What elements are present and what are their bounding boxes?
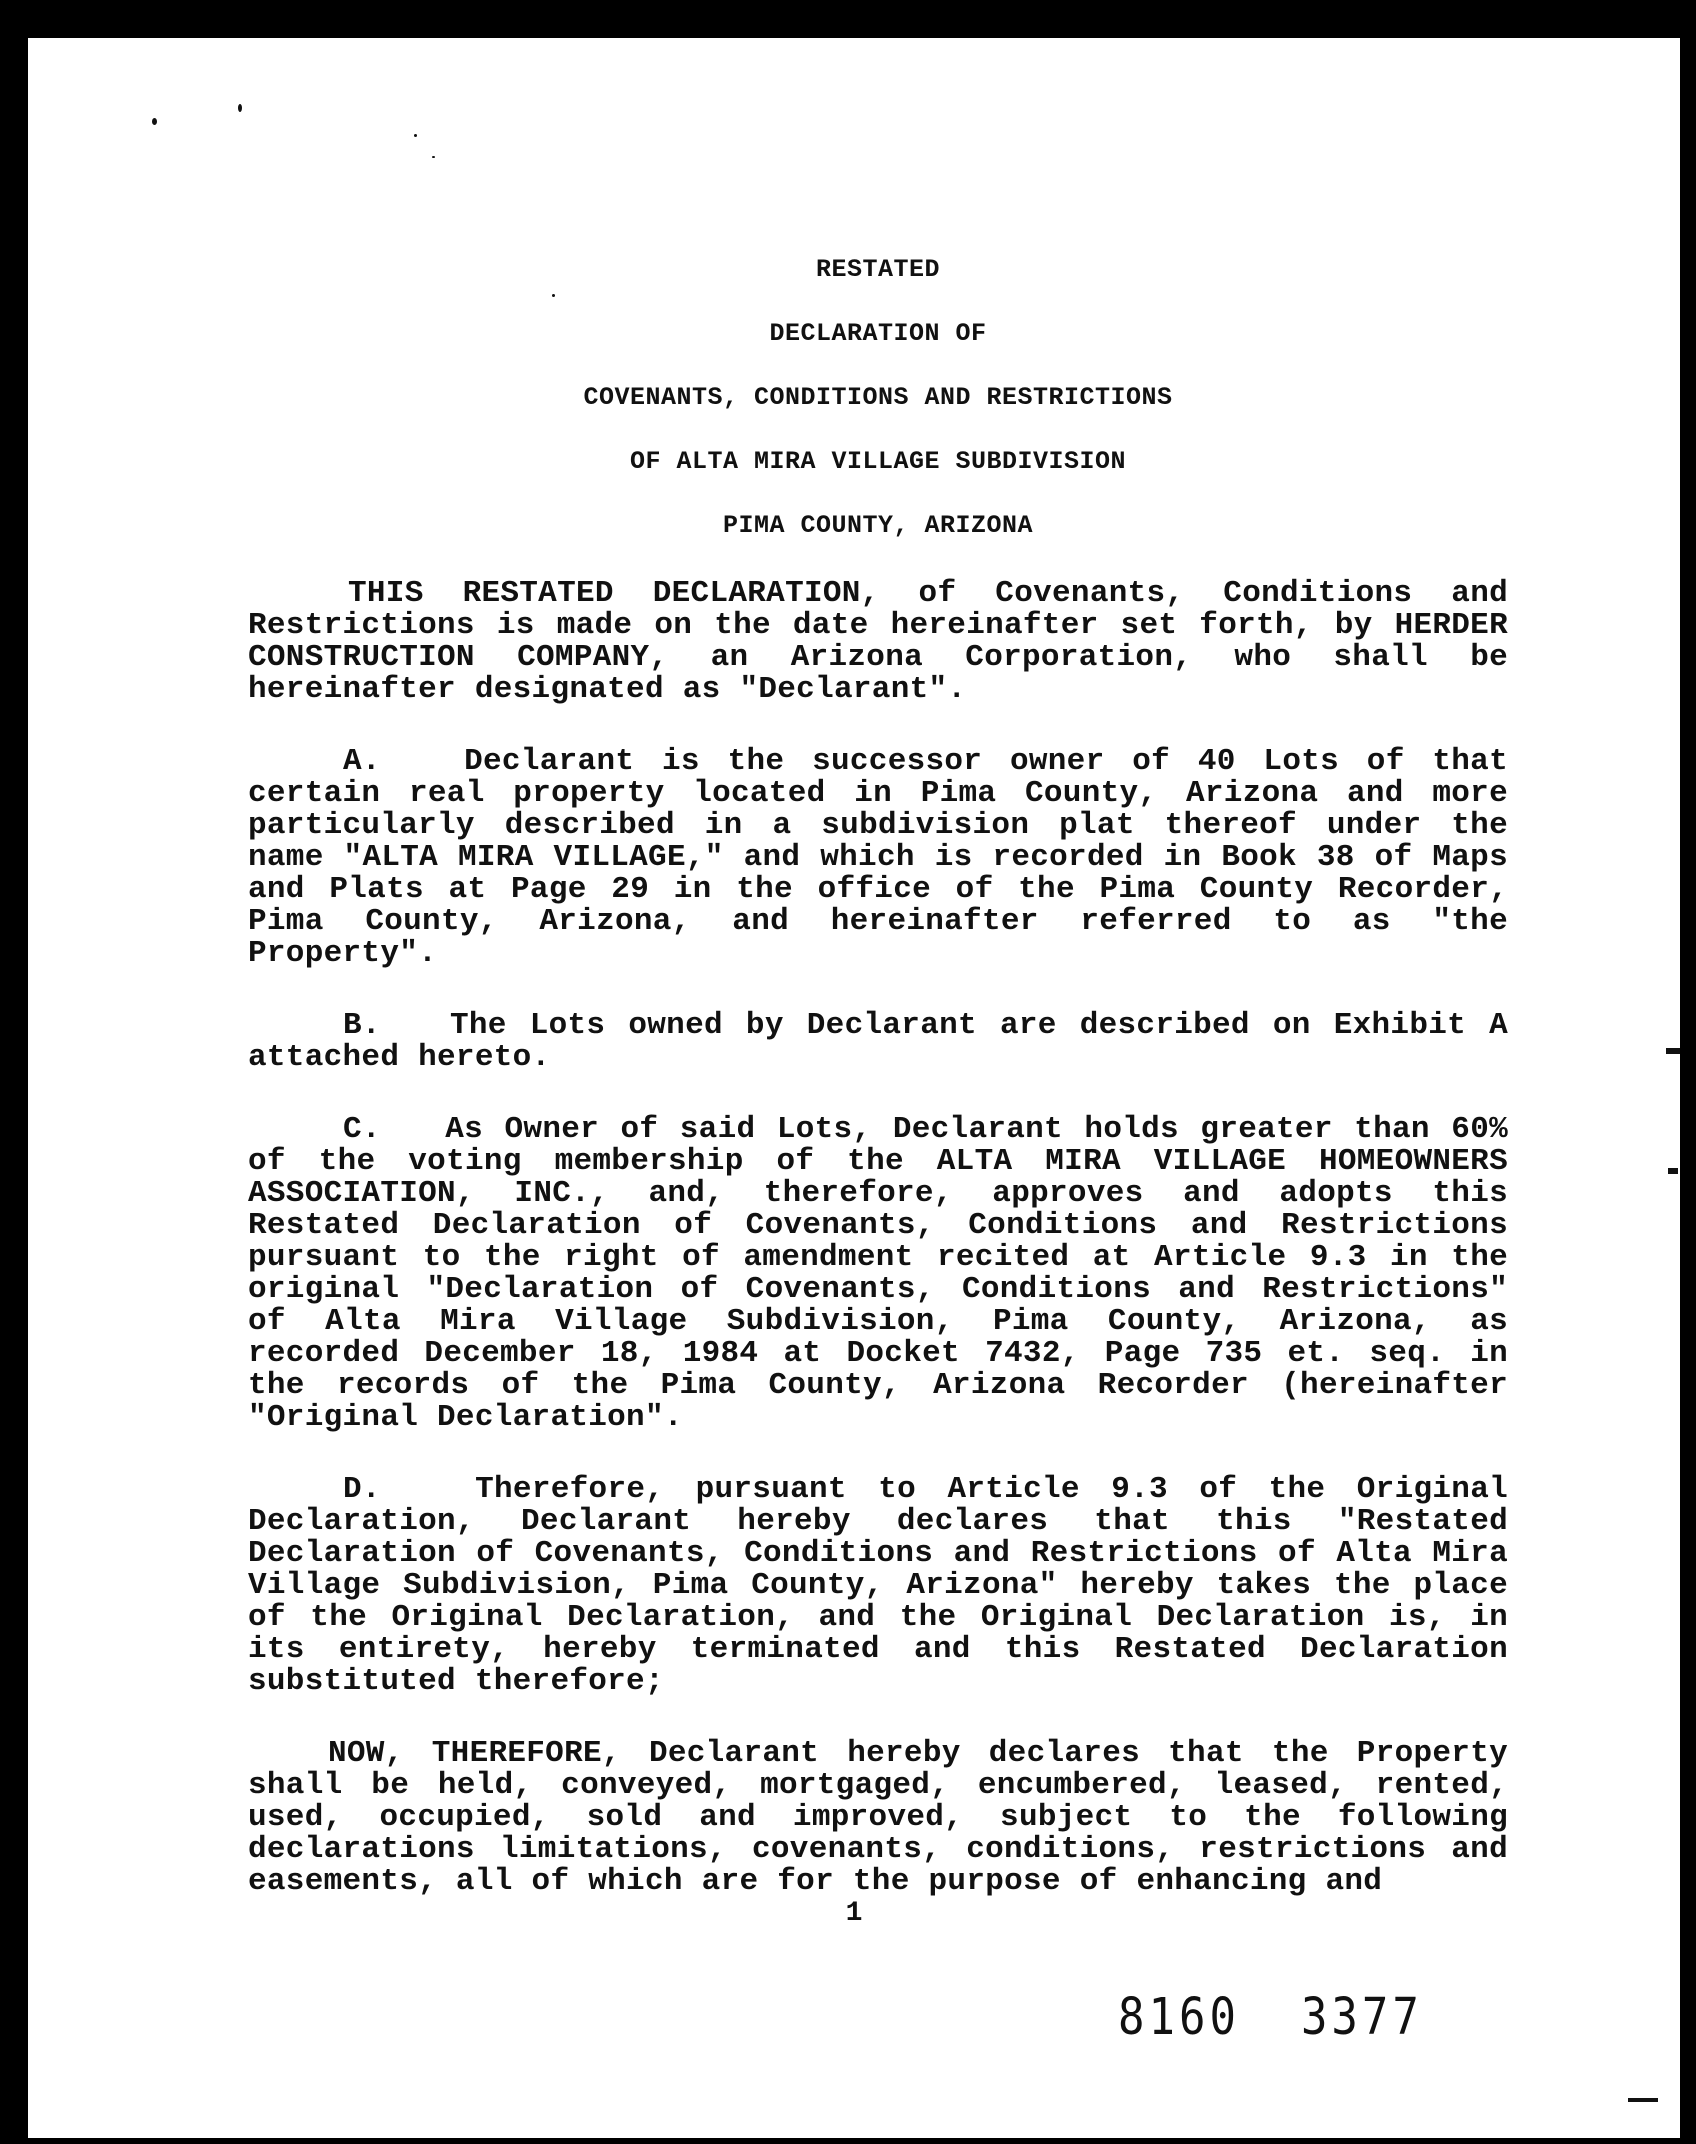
page-number: 1 xyxy=(845,1898,863,1929)
title-line-1: RESTATED xyxy=(815,255,941,284)
paragraph-c-text: As Owner of said Lots, Declarant holds greater than 60% of the voting membership of the ALTA MIRA VILLAGE HOMEOWNERS ASSOCIATION, INC., and, therefore, approves and adopts this Restated Declaration of Covenants, Conditions and Restrictions pursuant to the right of amendment recited at Article 9.3 in the original "Declaration of Covenants, Conditions and Restrictions" of Alta Mira Village Subdivision, Pima County, Arizona, as recorded December 18, 1984 at Docket 7432, Page 735 et. seq. in the records of the Pima County, Arizona Recorder (hereinafter "Original Declaration". xyxy=(248,1112,1508,1435)
paragraph-b-label: B. xyxy=(343,1008,381,1043)
scan-speck xyxy=(432,156,435,158)
paragraph-c xyxy=(248,1114,1508,1434)
paragraph-d xyxy=(248,1474,1508,1698)
document-page xyxy=(28,38,1680,2138)
scan-speck xyxy=(152,118,157,125)
paragraph-b xyxy=(248,1010,1508,1074)
paragraph-a xyxy=(248,746,1508,970)
paragraph-d-label: D. xyxy=(343,1472,381,1507)
paragraph-b-text: The Lots owned by Declarant are described on Exhibit A attached hereto. xyxy=(248,1008,1508,1075)
scan-edge-mark xyxy=(1628,2098,1658,2102)
paragraph-a-label: A. xyxy=(343,744,381,779)
scan-speck xyxy=(238,104,242,112)
scan-edge-mark xyxy=(1668,1168,1678,1174)
now-therefore-paragraph xyxy=(248,1738,1508,1898)
document-body xyxy=(248,238,1508,1898)
scan-speck xyxy=(414,134,417,137)
title-line-2: DECLARATION OF xyxy=(769,319,987,348)
title-line-3: COVENANTS, CONDITIONS AND RESTRICTIONS xyxy=(583,383,1173,412)
scan-edge-mark xyxy=(1666,1048,1680,1054)
document-id-stamp: 8160 3377 xyxy=(1118,1988,1423,2047)
title-line-4: OF ALTA MIRA VILLAGE SUBDIVISION xyxy=(629,447,1127,476)
intro-text: THIS RESTATED DECLARATION, of Covenants, Conditions and Restrictions is made on the date hereinafter set forth, by HERDER CONSTRUCTION COMPANY, an Arizona Corporation, who shall be hereinafter designated as "Declarant". xyxy=(248,576,1508,707)
now-therefore-text: NOW, THEREFORE, Declarant hereby declares that the Property shall be held, conveyed, mortgaged, encumbered, leased, rented, used, occupied, sold and improved, subject to the following declarations limitations, covenants, conditions, restrictions and easements, all of which are for the purpose of enhancing and xyxy=(248,1736,1508,1899)
paragraph-c-label: C. xyxy=(343,1112,381,1147)
paragraph-a-text: Declarant is the successor owner of 40 Lots of that certain real property located in Pima County, Arizona and more particularly described in a subdivision plat thereof under the name "ALTA MIRA VILLAGE," and which is recorded in Book 38 of Maps and Plats at Page 29 in the office of the Pima County Recorder, Pima County, Arizona, and hereinafter referred to as "the Property". xyxy=(248,744,1508,971)
intro-paragraph xyxy=(248,578,1508,706)
title-line-5: PIMA COUNTY, ARIZONA xyxy=(722,511,1034,540)
paragraph-d-text: Therefore, pursuant to Article 9.3 of the Original Declaration, Declarant hereby declares that this "Restated Declaration of Covenants, Conditions and Restrictions of Alta Mira Village Subdivision, Pima County, Arizona" hereby takes the place of the Original Declaration, and the Original Declaration is, in its entirety, hereby terminated and this Restated Declaration substituted therefore; xyxy=(248,1472,1508,1699)
